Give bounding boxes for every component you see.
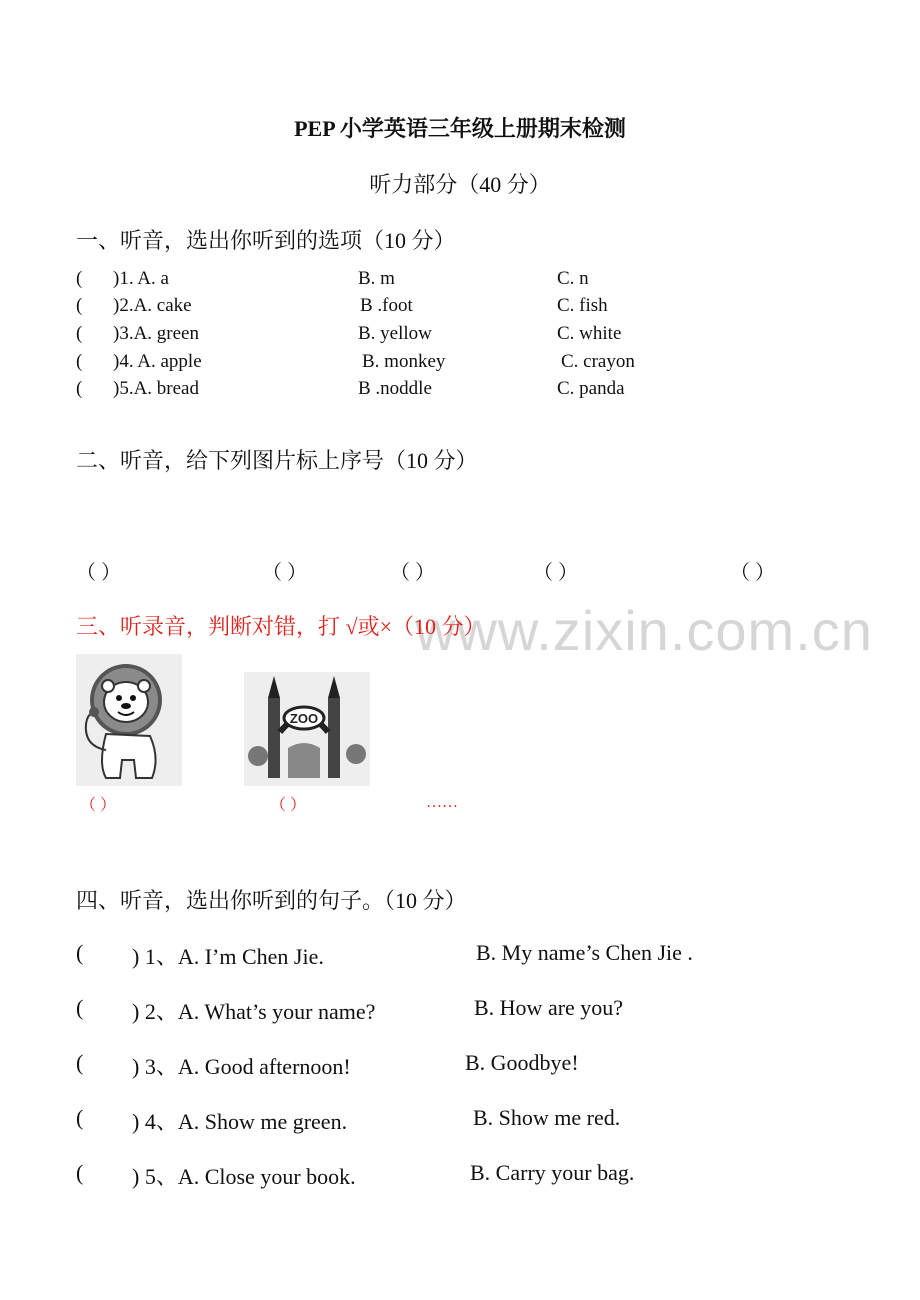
answer-blank[interactable]: （ ） [533,562,578,584]
svg-text:ZOO: ZOO [289,711,319,726]
sentence-option-a: ) 5、A. Close your book. [132,1164,356,1189]
zoo-gate-illustration [244,672,370,786]
question-option-a: )3.A. green [113,323,199,344]
answer-blank[interactable]: （ ） [270,797,307,814]
answer-paren[interactable]: ( [76,1050,84,1075]
question-option-b: B. yellow [358,323,432,344]
question-option-c: C. n [557,268,589,289]
question-option-b: B .foot [360,295,413,316]
sentence-option-b: B. Carry your bag. [470,1160,635,1185]
question-option-b: B .noddle [358,378,432,399]
answer-paren[interactable]: ( [76,1160,84,1185]
answer-blank[interactable]: （ ） [76,562,121,584]
answer-paren[interactable]: ( [76,378,83,399]
question-option-a: )1. A. a [113,268,169,289]
sentence-option-a: ) 2、A. What’s your name? [132,999,376,1024]
page-title: PEP 小学英语三年级上册期末检测 [294,116,626,141]
answer-paren[interactable]: ( [76,940,84,965]
answer-paren[interactable]: ( [76,1105,84,1130]
question-option-a: )5.A. bread [113,378,199,399]
section2-heading: 二、听音，给下列图片标上序号（10 分） [76,448,478,473]
sentence-option-b: B. Show me red. [473,1105,621,1130]
ellipsis: …… [426,794,458,811]
sentence-option-b: B. Goodbye! [465,1050,579,1075]
question-option-b: B. m [358,268,395,289]
answer-blank[interactable]: （ ） [262,562,307,584]
sentence-option-a: ) 3、A. Good afternoon! [132,1054,351,1079]
question-option-a: )2.A. cake [113,295,192,316]
question-option-c: C. white [557,323,622,344]
sentence-option-a: ) 4、A. Show me green. [132,1109,348,1134]
answer-blank[interactable]: （ ） [390,562,435,584]
section3-heading: 三、听录音，判断对错，打 √或×（10 分） [76,614,486,639]
answer-paren[interactable]: ( [76,995,84,1020]
answer-blank[interactable]: （ ） [730,562,775,584]
answer-paren[interactable]: ( [76,268,83,289]
sentence-option-a: ) 1、A. I’m Chen Jie. [132,944,324,969]
sentence-option-b: B. My name’s Chen Jie . [476,940,693,965]
question-option-b: B. monkey [362,351,446,372]
section1-heading: 一、听音，选出你听到的选项（10 分） [76,228,456,253]
answer-paren[interactable]: ( [76,295,83,316]
section4-heading: 四、听音，选出你听到的句子。（10 分） [76,888,467,913]
lion-illustration [76,654,182,786]
answer-paren[interactable]: ( [76,351,83,372]
page-subtitle: 听力部分（40 分） [369,172,551,197]
question-option-c: C. crayon [561,351,635,372]
answer-blank[interactable]: （ ） [80,797,117,814]
question-option-a: )4. A. apple [113,351,202,372]
question-option-c: C. panda [557,378,625,399]
question-option-c: C. fish [557,295,608,316]
watermark: www.zixin.com.cn [415,599,873,662]
answer-paren[interactable]: ( [76,323,83,344]
sentence-option-b: B. How are you? [474,995,624,1020]
